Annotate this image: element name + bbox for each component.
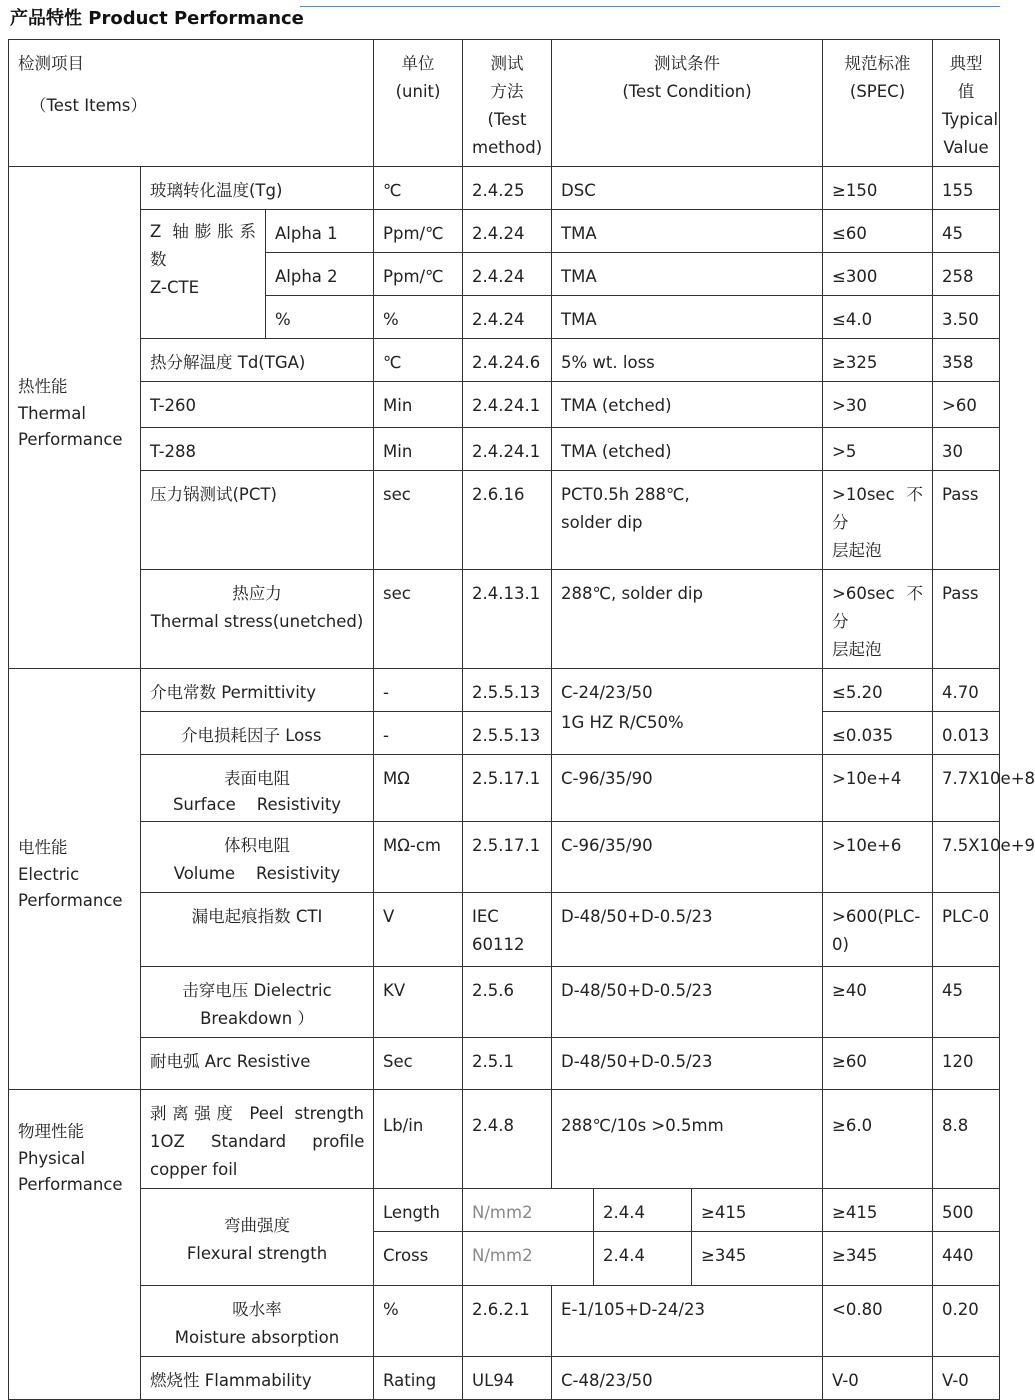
header-unit-cn: 单位 — [401, 54, 435, 73]
peel-typ: 8.8 — [933, 1090, 1000, 1189]
header-row — [9, 40, 1000, 167]
brk-typ: 45 — [933, 967, 1000, 1038]
arc-item: 耐电弧 Arc Resistive — [141, 1038, 374, 1090]
brk-item-2: Breakdown ） — [200, 1009, 314, 1028]
surf-unit: MΩ — [374, 755, 463, 822]
surf-spec: >10e+4 — [823, 755, 933, 822]
header-method-2: 方法 — [490, 82, 524, 101]
perm-item: 介电常数 Permittivity — [141, 669, 374, 712]
flam-spec: V-0 — [823, 1357, 933, 1400]
peel-item — [141, 1090, 374, 1189]
flex-len-method: 2.4.4 — [594, 1189, 692, 1232]
loss-item: 介电损耗因子 Loss — [141, 712, 374, 755]
cte-a2-spec: ≤300 — [823, 253, 933, 296]
vol-item — [141, 822, 374, 893]
flex-cross-method: 2.4.4 — [594, 1232, 692, 1286]
header-unit-en: (unit) — [395, 82, 441, 101]
peel-spec: ≥6.0 — [823, 1090, 933, 1189]
group-thermal-cn: 热性能 — [18, 376, 68, 396]
vol-cond: C-96/35/90 — [552, 822, 823, 893]
cte-a1-typ: 45 — [933, 210, 1000, 253]
flex-cross-spec: ≥345 — [823, 1232, 933, 1286]
flam-item: 燃烧性 Flammability — [141, 1357, 374, 1400]
td-method: 2.4.24.6 — [463, 339, 552, 382]
header-typical-2: Typical — [942, 110, 999, 129]
cte-pct-unit: % — [374, 296, 463, 339]
header-spec — [823, 40, 933, 167]
peel-item-3: copper foil — [150, 1160, 238, 1179]
moist-typ: 0.20 — [933, 1286, 1000, 1357]
t260-item: T-260 — [141, 382, 374, 428]
pct-cond-2: solder dip — [561, 513, 643, 532]
brk-spec: ≥40 — [823, 967, 933, 1038]
cte-pct-typ: 3.50 — [933, 296, 1000, 339]
perm-spec: ≤5.20 — [823, 669, 933, 712]
stress-item-en: Thermal stress(unetched) — [150, 612, 364, 631]
row-tg — [9, 167, 1000, 210]
cte-a2-sub: Alpha 2 — [266, 253, 374, 296]
header-method-1: 测试 — [490, 54, 524, 73]
pct-cond-1: PCT0.5h 288℃, — [561, 485, 690, 504]
pct-item: 压力锅测试(PCT) — [141, 471, 374, 570]
td-item: 热分解温度 Td(TGA) — [141, 339, 374, 382]
cti-typ: PLC-0 — [933, 893, 1000, 967]
flex-item — [141, 1189, 374, 1286]
flam-cond: C-48/23/50 — [552, 1357, 823, 1400]
cte-a1-spec: ≤60 — [823, 210, 933, 253]
perm-cond-1: C-24/23/50 — [561, 683, 653, 702]
cti-item: 漏电起痕指数 CTI — [141, 893, 374, 967]
loss-spec: ≤0.035 — [823, 712, 933, 755]
row-flammability — [9, 1357, 1000, 1400]
header-condition — [552, 40, 823, 167]
cte-a1-sub: Alpha 1 — [266, 210, 374, 253]
group-physical-cn: 物理性能 — [18, 1122, 84, 1141]
flex-cross-typ: 440 — [933, 1232, 1000, 1286]
t260-spec: >30 — [823, 382, 933, 428]
flex-cross-unit: N/mm2 — [463, 1232, 594, 1286]
vol-item-cn: 体积电阻 — [224, 836, 290, 855]
header-items-cn: 检测项目 — [18, 54, 84, 73]
row-t260 — [9, 382, 1000, 428]
header-spec-cn: 规范标准 — [844, 54, 911, 73]
flex-cross-sub: Cross — [374, 1232, 463, 1286]
t260-cond: TMA (etched) — [552, 382, 823, 428]
loss-method: 2.5.5.13 — [463, 712, 552, 755]
perm-typ: 4.70 — [933, 669, 1000, 712]
header-method-3: (Test — [487, 110, 527, 129]
vol-method: 2.5.17.1 — [463, 822, 552, 893]
pct-spec — [823, 471, 933, 570]
t288-spec: >5 — [823, 428, 933, 471]
stress-typ: Pass — [933, 570, 1000, 669]
stress-item — [141, 570, 374, 669]
td-typ: 358 — [933, 339, 1000, 382]
cte-pct-cond: TMA — [552, 296, 823, 339]
stress-cond: 288℃, solder dip — [552, 570, 823, 669]
group-physical — [9, 1090, 141, 1400]
vol-typ: 7.5X10e+9 — [933, 822, 1000, 893]
pct-unit: sec — [374, 471, 463, 570]
tg-typ: 155 — [933, 167, 1000, 210]
cti-method — [463, 893, 552, 967]
pct-spec-2: 层起泡 — [832, 541, 882, 560]
peel-item-1: 剥 离 强 度 Peel strength — [150, 1104, 365, 1123]
group-electric-en2: Performance — [18, 891, 123, 910]
perm-method: 2.5.5.13 — [463, 669, 552, 712]
moist-item-cn: 吸水率 — [232, 1300, 282, 1319]
surf-cond: C-96/35/90 — [552, 755, 823, 822]
peel-cond: 288℃/10s >0.5mm — [552, 1090, 823, 1189]
td-cond: 5% wt. loss — [552, 339, 823, 382]
header-method — [463, 40, 552, 167]
page-title: 产品特性 Product Performance — [10, 8, 304, 29]
moist-spec: <0.80 — [823, 1286, 933, 1357]
t260-method: 2.4.24.1 — [463, 382, 552, 428]
surf-item-cn: 表面电阻 — [224, 769, 290, 788]
surf-item — [141, 755, 374, 822]
cte-pct-spec: ≤4.0 — [823, 296, 933, 339]
arc-cond: D-48/50+D-0.5/23 — [552, 1038, 823, 1090]
group-thermal-en2: Performance — [18, 429, 123, 449]
loss-unit: - — [374, 712, 463, 755]
row-surface — [9, 755, 1000, 822]
surf-method: 2.5.17.1 — [463, 755, 552, 822]
t288-item: T-288 — [141, 428, 374, 471]
arc-typ: 120 — [933, 1038, 1000, 1090]
row-moisture — [9, 1286, 1000, 1357]
cti-unit: V — [374, 893, 463, 967]
flex-len-sub: Length — [374, 1189, 463, 1232]
cti-method-1: IEC — [472, 907, 499, 926]
peel-item-2: 1OZ Standard profile — [150, 1132, 365, 1151]
header-test-items — [9, 40, 374, 167]
perm-cond-2: 1G HZ R/C50% — [561, 713, 684, 732]
cte-a2-unit: Ppm/℃ — [374, 253, 463, 296]
header-condition-en: (Test Condition) — [622, 82, 752, 101]
header-typical — [933, 40, 1000, 167]
moist-item-en: Moisture absorption — [174, 1328, 340, 1347]
group-electric-en1: Electric — [18, 865, 80, 884]
tg-item: 玻璃转化温度(Tg) — [141, 167, 374, 210]
cti-cond: D-48/50+D-0.5/23 — [552, 893, 823, 967]
vol-spec: >10e+6 — [823, 822, 933, 893]
group-physical-en2: Performance — [18, 1175, 123, 1194]
product-performance-table — [8, 39, 1035, 1400]
moist-item — [141, 1286, 374, 1357]
flex-len-spec: ≥415 — [823, 1189, 933, 1232]
row-loss — [9, 712, 1000, 755]
stress-item-cn: 热应力 — [232, 584, 282, 603]
perm-cond — [552, 669, 823, 755]
td-spec: ≥325 — [823, 339, 933, 382]
cte-pct-sub: % — [266, 296, 374, 339]
header-condition-cn: 测试条件 — [654, 54, 721, 73]
pct-cond — [552, 471, 823, 570]
t288-method: 2.4.24.1 — [463, 428, 552, 471]
brk-cond: D-48/50+D-0.5/23 — [552, 967, 823, 1038]
pct-spec-1: >10sec 不分 — [832, 485, 924, 532]
t288-unit: Min — [374, 428, 463, 471]
pct-typ: Pass — [933, 471, 1000, 570]
group-thermal-en1: Thermal — [18, 403, 86, 423]
row-flex-length — [9, 1189, 1000, 1232]
group-electric-cn: 电性能 — [18, 838, 68, 857]
group-physical-en1: Physical — [18, 1149, 86, 1168]
loss-typ: 0.013 — [933, 712, 1000, 755]
flex-cross-cond: ≥345 — [692, 1232, 823, 1286]
arc-method: 2.5.1 — [463, 1038, 552, 1090]
t288-cond: TMA (etched) — [552, 428, 823, 471]
header-unit — [374, 40, 463, 167]
row-arc — [9, 1038, 1000, 1090]
cte-item — [141, 210, 266, 339]
brk-item-1: 击穿电压 Dielectric — [182, 981, 332, 1000]
surf-typ: 7.7X10e+8 — [933, 755, 1000, 822]
row-td — [9, 339, 1000, 382]
vol-unit: MΩ-cm — [374, 822, 463, 893]
t260-unit: Min — [374, 382, 463, 428]
moist-unit: % — [374, 1286, 463, 1357]
row-permittivity — [9, 669, 1000, 712]
brk-unit: KV — [374, 967, 463, 1038]
t288-typ: 30 — [933, 428, 1000, 471]
stress-spec-2: 层起泡 — [832, 640, 882, 659]
row-t288 — [9, 428, 1000, 471]
brk-item — [141, 967, 374, 1038]
peel-unit: Lb/in — [374, 1090, 463, 1189]
flex-len-cond: ≥415 — [692, 1189, 823, 1232]
row-stress — [9, 570, 1000, 669]
flex-len-unit: N/mm2 — [463, 1189, 594, 1232]
cte-pct-method: 2.4.24 — [463, 296, 552, 339]
stress-method: 2.4.13.1 — [463, 570, 552, 669]
flex-len-typ: 500 — [933, 1189, 1000, 1232]
flex-item-en: Flexural strength — [186, 1244, 328, 1263]
tg-spec: ≥150 — [823, 167, 933, 210]
stress-spec-1: >60sec 不分 — [832, 584, 924, 631]
header-items-en: （Test Items） — [30, 96, 147, 115]
cti-spec: >600(PLC-0) — [823, 893, 933, 967]
group-electric — [9, 669, 141, 1090]
peel-method: 2.4.8 — [463, 1090, 552, 1189]
stress-unit: sec — [374, 570, 463, 669]
cte-item-1: Z 轴膨胀系 — [150, 222, 256, 241]
flam-unit: Rating — [374, 1357, 463, 1400]
cte-a2-method: 2.4.24 — [463, 253, 552, 296]
vol-item-en: Volume Resistivity — [173, 864, 341, 883]
arc-unit: Sec — [374, 1038, 463, 1090]
flam-method: UL94 — [463, 1357, 552, 1400]
arc-spec: ≥60 — [823, 1038, 933, 1090]
tg-unit: ℃ — [374, 167, 463, 210]
header-method-4: method) — [472, 138, 543, 157]
cte-item-2: 数 — [150, 250, 167, 269]
row-cti — [9, 893, 1000, 967]
flex-item-cn: 弯曲强度 — [224, 1216, 290, 1235]
moist-cond: E-1/105+D-24/23 — [552, 1286, 823, 1357]
cte-a1-unit: Ppm/℃ — [374, 210, 463, 253]
cte-a1-method: 2.4.24 — [463, 210, 552, 253]
td-unit: ℃ — [374, 339, 463, 382]
cte-a2-cond: TMA — [552, 253, 823, 296]
cte-a1-cond: TMA — [552, 210, 823, 253]
header-typical-1: 典型值 — [949, 54, 983, 101]
row-breakdown — [9, 967, 1000, 1038]
stress-spec — [823, 570, 933, 669]
row-pct — [9, 471, 1000, 570]
cti-method-2: 60112 — [472, 935, 525, 954]
pct-method: 2.6.16 — [463, 471, 552, 570]
brk-method: 2.5.6 — [463, 967, 552, 1038]
group-thermal — [9, 167, 141, 669]
t260-typ: >60 — [933, 382, 1000, 428]
flam-typ: V-0 — [933, 1357, 1000, 1400]
row-peel — [9, 1090, 1000, 1189]
cte-a2-typ: 258 — [933, 253, 1000, 296]
perm-unit: - — [374, 669, 463, 712]
row-cte-alpha1 — [9, 210, 1000, 253]
tg-cond: DSC — [552, 167, 823, 210]
row-volume — [9, 822, 1000, 893]
tg-method: 2.4.25 — [463, 167, 552, 210]
cte-item-3: Z-CTE — [150, 278, 199, 297]
surf-item-en: Surface Resistivity — [172, 795, 342, 814]
header-typical-3: Value — [943, 138, 989, 157]
moist-method: 2.6.2.1 — [463, 1286, 552, 1357]
header-spec-en: (SPEC) — [849, 82, 906, 101]
